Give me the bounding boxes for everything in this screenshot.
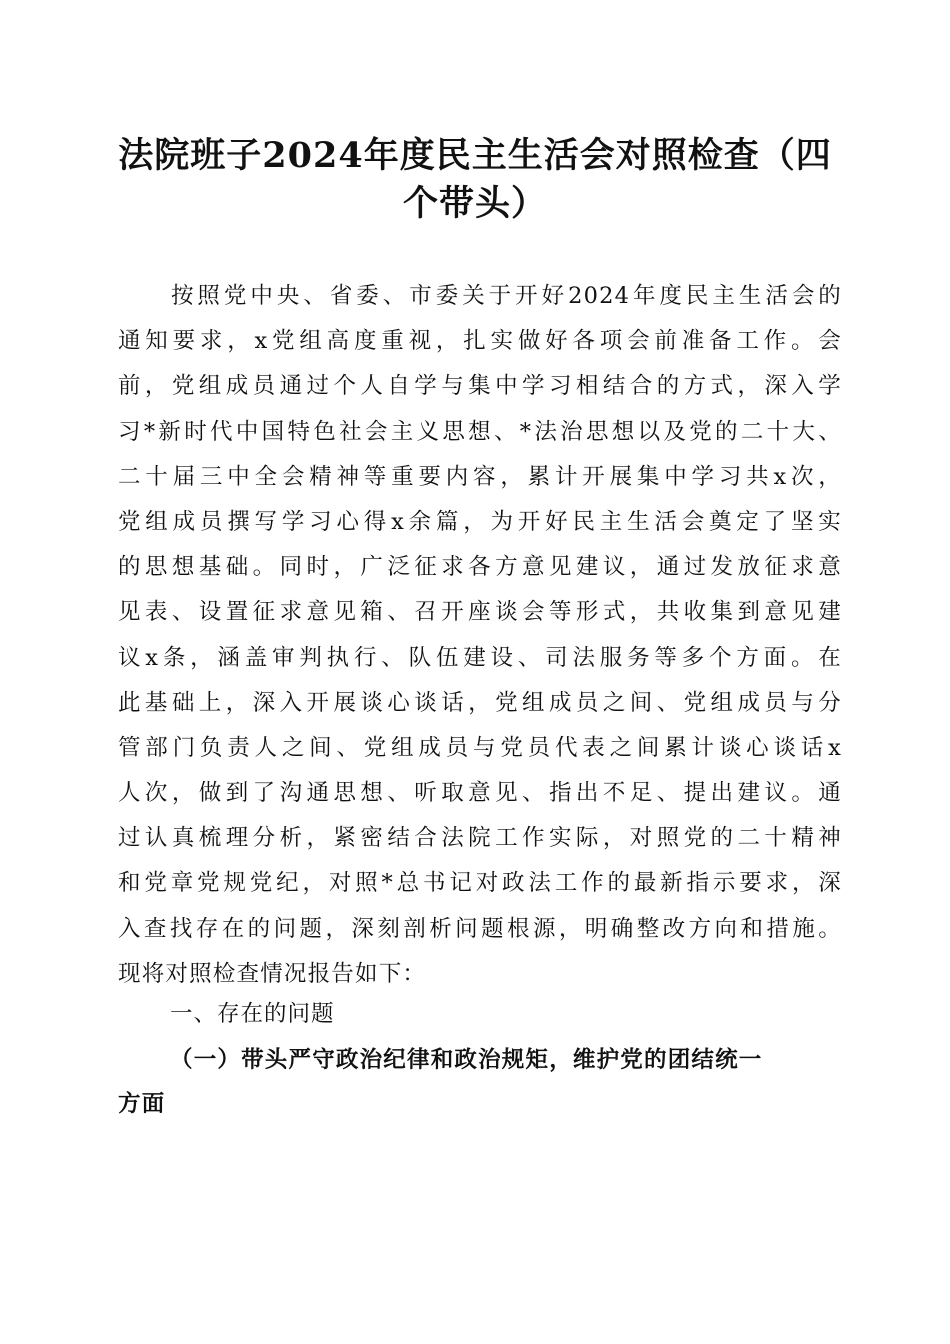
title-line-2: 个带头）	[402, 183, 547, 224]
paragraph-line: 习*新时代中国特色社会主义思想、*法治思想以及党的二十大、	[118, 418, 842, 445]
intro-paragraph	[118, 274, 842, 997]
paragraph-line: 见表、设置征求意见箱、召开座谈会等形式，共收集到意见建	[118, 599, 842, 626]
title-line-1: 法院班子2024年度民主生活会对照检查（四	[118, 135, 832, 176]
document-title	[110, 132, 840, 228]
subsection-heading-line-1: （一）带头严守政治纪律和政治规矩，维护党的团结统一	[170, 1047, 763, 1073]
paragraph-line: 入查找存在的问题，深刻剖析问题根源，明确整改方向和措施。	[118, 915, 842, 942]
paragraph-line: 党组成员撰写学习心得x余篇，为开好民主生活会奠定了坚实	[118, 508, 842, 535]
paragraph-line: 按照党中央、省委、市委关于开好2024年度民主生活会的	[118, 283, 842, 309]
paragraph-line: 人次，做到了沟通思想、听取意见、指出不足、提出建议。通	[118, 780, 842, 807]
paragraph-line: 前，党组成员通过个人自学与集中学习相结合的方式，深入学	[118, 373, 842, 400]
paragraph-line: 过认真梳理分析，紧密结合法院工作实际，对照党的二十精神	[118, 825, 842, 852]
paragraph-line: 议x条，涵盖审判执行、队伍建设、司法服务等多个方面。在	[118, 644, 842, 671]
paragraph-line: 此基础上，深入开展谈心谈话，党组成员之间、党组成员与分	[118, 689, 842, 716]
paragraph-line: 现将对照检查情况报告如下：	[118, 960, 427, 987]
paragraph-line: 二十届三中全会精神等重要内容，累计开展集中学习共x次，	[118, 463, 842, 490]
subsection-heading	[118, 1038, 842, 1126]
section-heading: 一、存在的问题	[170, 1001, 335, 1027]
paragraph-line: 和党章党规党纪，对照*总书记对政法工作的最新指示要求，深	[118, 870, 842, 897]
paragraph-line: 的思想基础。同时，广泛征求各方意见建议，通过发放征求意	[118, 554, 842, 581]
subsection-heading-line-2: 方面	[118, 1091, 166, 1117]
paragraph-line: 管部门负责人之间、党组成员与党员代表之间累计谈心谈话x	[118, 734, 842, 761]
paragraph-line: 通知要求，x党组高度重视，扎实做好各项会前准备工作。会	[118, 328, 842, 355]
